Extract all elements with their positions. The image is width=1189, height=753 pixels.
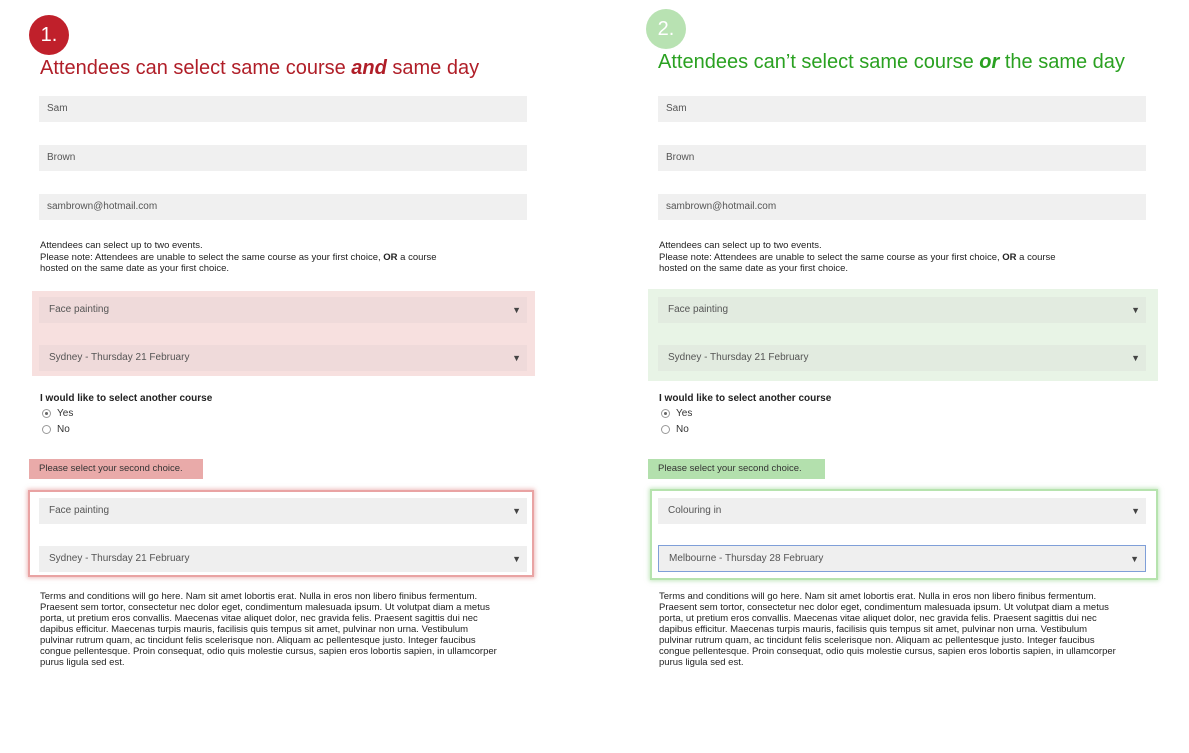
step-badge: 2. [646,9,686,49]
last-name-field[interactable]: Brown [658,145,1146,171]
panel-heading [658,51,1125,74]
radio-yes-option[interactable] [661,408,692,419]
note-line-2-pre: Please note: Attendees are unable to select the same course as your first choice, [659,251,1003,263]
second-choice-message: Please select your second choice. [29,459,203,479]
note-line-2-post: a course [397,251,437,263]
second-course-select[interactable] [658,498,1146,524]
heading-text-pre: Attendees can select same course [40,57,352,79]
first-date-select[interactable] [658,345,1146,371]
second-course-value: Face painting [49,505,110,516]
terms-text: Terms and conditions will go here. Nam sit amet lobortis erat. Nulla in eros non libero finibus fermentum. Praesent sem tortor, consectetur nec dolor eget, condimentum malesuada ipsum. Ut volutpat diam a metus porta, ut pretium eros convallis. Maecenas vitae aliquet dolor, nec gravida felis. Praesent sagittis dui nec dapibus efficitur. Maecenas turpis mauris, facilisis quis tempus sit amet, pulvinar non urna. Vestibulum pulvinar rutrum quam, ac tincidunt felis scelerisque non. Aliquam ac pellentesque justo. Integer faucibus congue pellentesque. Proin consequat, odio quis molestie cursus, sapien eros lobortis sapien, in ullamcorper purus ligula sed est. [40,591,497,668]
terms-text: Terms and conditions will go here. Nam sit amet lobortis erat. Nulla in eros non libero finibus fermentum. Praesent sem tortor, consectetur nec dolor eget, condimentum malesuada ipsum. Ut volutpat diam a metus porta, ut pretium eros convallis. Maecenas vitae aliquet dolor, nec gravida felis. Praesent sagittis dui nec dapibus efficitur. Maecenas turpis mauris, facilisis quis tempus sit amet, pulvinar non urna. Vestibulum pulvinar rutrum quam, ac tincidunt felis scelerisque non. Aliquam ac pellentesque justo. Integer faucibus congue pellentesque. Proin consequat, odio quis molestie cursus, sapien eros lobortis sapien, in ullamcorper purus ligula sed est. [659,591,1116,668]
note-line-3: hosted on the same date as your first choice. [659,263,849,274]
first-name-field[interactable]: Sam [658,96,1146,122]
second-date-value: Melbourne - Thursday 28 February [669,553,824,564]
note-line-2 [40,252,510,264]
note-line-2 [659,252,1129,264]
chevron-down-icon: ▼ [512,305,521,315]
second-date-value: Sydney - Thursday 21 February [49,553,190,564]
note-line-2-post: a course [1016,251,1056,263]
first-name-field[interactable]: Sam [39,96,527,122]
first-date-select[interactable] [39,345,527,371]
second-choice-message: Please select your second choice. [648,459,825,479]
heading-text-post: the same day [999,51,1125,73]
radio-yes-label: Yes [676,408,693,419]
email-field[interactable]: sambrown@hotmail.com [39,194,527,220]
radio-no[interactable] [42,425,51,434]
radio-no-option[interactable] [661,424,689,435]
chevron-down-icon: ▼ [512,554,521,564]
radio-no-label: No [57,424,70,435]
note-line-1: Attendees can select up to two events. [40,240,203,251]
note-line-2-bold: OR [1002,251,1017,263]
another-course-question: I would like to select another course [40,393,213,404]
first-course-select[interactable] [658,297,1146,323]
panel-heading [40,57,479,80]
radio-no-option[interactable] [42,424,70,435]
note-line-2-pre: Please note: Attendees are unable to select the same course as your first choice, [40,251,384,263]
first-course-value: Face painting [49,304,110,315]
event-note [659,240,1129,275]
radio-no-label: No [676,424,689,435]
note-line-2-bold: OR [383,251,398,263]
second-date-select[interactable] [39,546,527,572]
second-course-value: Colouring in [668,505,722,516]
first-date-value: Sydney - Thursday 21 February [668,352,809,363]
chevron-down-icon: ▼ [512,353,521,363]
heading-text-em: and [351,57,387,79]
heading-text-pre: Attendees can’t select same course [658,51,980,73]
note-line-1: Attendees can select up to two events. [659,240,822,251]
radio-yes[interactable] [42,409,51,418]
radio-yes-label: Yes [57,408,74,419]
radio-yes[interactable] [661,409,670,418]
first-date-value: Sydney - Thursday 21 February [49,352,190,363]
radio-yes-option[interactable] [42,408,73,419]
second-date-select[interactable] [658,545,1146,572]
heading-text-em: or [979,51,1000,73]
chevron-down-icon: ▼ [1131,353,1140,363]
event-note [40,240,510,275]
panel-2 [619,0,1179,753]
note-line-3: hosted on the same date as your first choice. [40,263,230,274]
email-field[interactable]: sambrown@hotmail.com [658,194,1146,220]
second-course-select[interactable] [39,498,527,524]
heading-text-post: same day [386,57,480,79]
panel-1 [0,0,560,753]
step-badge: 1. [29,15,69,55]
radio-no[interactable] [661,425,670,434]
chevron-down-icon: ▼ [512,506,521,516]
first-course-select[interactable] [39,297,527,323]
last-name-field[interactable]: Brown [39,145,527,171]
another-course-question: I would like to select another course [659,393,832,404]
chevron-down-icon: ▼ [1131,506,1140,516]
chevron-down-icon: ▼ [1131,305,1140,315]
first-course-value: Face painting [668,304,729,315]
chevron-down-icon: ▼ [1130,554,1139,564]
